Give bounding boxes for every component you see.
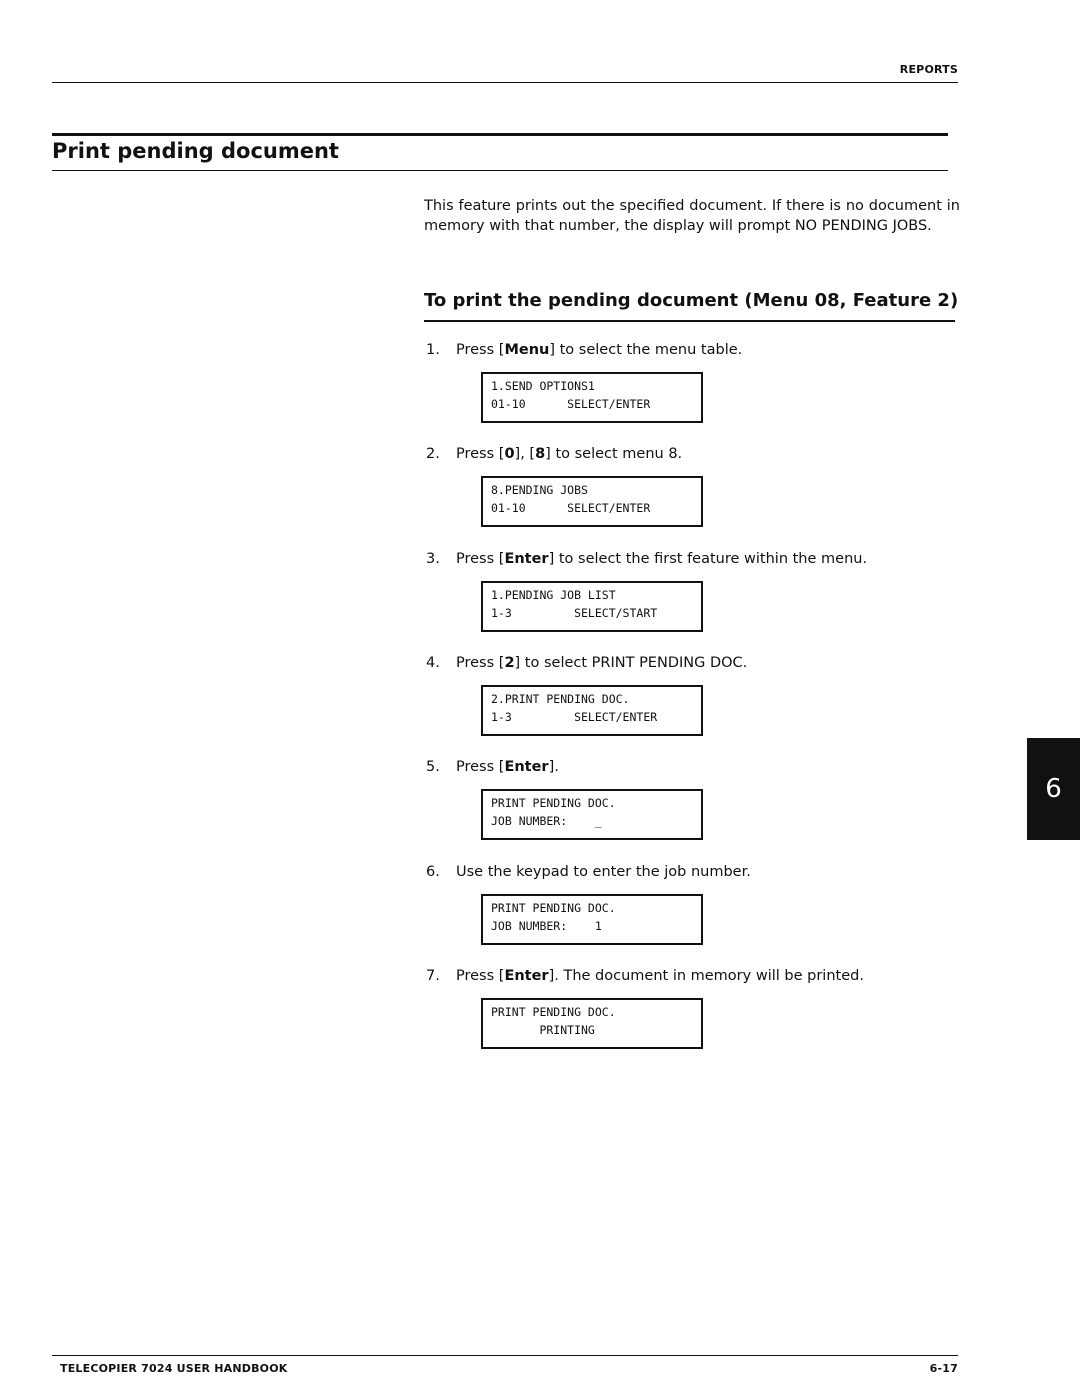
- step-3: [426, 551, 867, 567]
- lcd-display: [481, 476, 703, 527]
- step-5: [426, 759, 559, 775]
- page-number: 6-17: [929, 1362, 958, 1375]
- lcd-line: PRINT PENDING DOC.: [491, 900, 616, 915]
- lcd-display: [481, 998, 703, 1049]
- title-bottom-rule: [52, 170, 948, 171]
- step-1: [426, 342, 742, 358]
- step-6: [426, 864, 751, 880]
- step-4: [426, 655, 747, 671]
- step-text: ] to select the menu table.: [549, 342, 743, 358]
- step-text: ] to select the first feature within the menu.: [548, 550, 868, 567]
- key-name: 0: [504, 446, 515, 463]
- lcd-line: 1-3 SELECT/ENTER: [491, 709, 658, 724]
- step-number: 2.: [426, 446, 440, 463]
- lcd-line: 1.SEND OPTIONS1: [491, 379, 595, 393]
- lcd-line: PRINT PENDING DOC.: [491, 1004, 616, 1019]
- lcd-display: [481, 372, 703, 423]
- lcd-line: PRINTING: [491, 1022, 595, 1037]
- step-number: 1.: [426, 342, 440, 358]
- lcd-line: 01-10 SELECT/ENTER: [491, 501, 651, 516]
- step-2: [426, 446, 682, 462]
- key-name: Enter: [504, 759, 549, 776]
- step-text: Press [: [456, 967, 505, 984]
- step-number: 5.: [426, 759, 440, 776]
- step-text: Press [: [456, 550, 505, 567]
- running-header: REPORTS: [899, 63, 958, 76]
- page-title: Print pending document: [52, 139, 339, 163]
- lcd-line: JOB NUMBER: _: [491, 814, 602, 829]
- step-number: 7.: [426, 967, 440, 984]
- key-name: 8: [535, 446, 546, 463]
- key-name: 2: [504, 654, 515, 671]
- step-text: ] to select PRINT PENDING DOC.: [514, 654, 748, 671]
- header-rule: [52, 82, 958, 83]
- key-name: Enter: [504, 967, 549, 984]
- title-top-rule: [52, 133, 948, 136]
- lcd-line: 2.PRINT PENDING DOC.: [491, 691, 630, 706]
- key-name: Enter: [504, 550, 549, 567]
- lcd-line: 01-10 SELECT/ENTER: [491, 397, 651, 411]
- lcd-line: JOB NUMBER: 1: [491, 918, 602, 933]
- step-text: ] to select menu 8.: [545, 446, 683, 463]
- step-text: Press [: [456, 342, 505, 358]
- lcd-display: [481, 789, 703, 840]
- step-7: [426, 968, 864, 984]
- lcd-display: [481, 581, 703, 632]
- lcd-line: 1-3 SELECT/START: [491, 605, 658, 620]
- step-number: 3.: [426, 550, 440, 567]
- step-text: Press [: [456, 446, 505, 463]
- step-text: Press [: [456, 759, 505, 776]
- key-name: Menu: [504, 342, 550, 358]
- lcd-line: PRINT PENDING DOC.: [491, 796, 616, 811]
- lcd-display: [481, 894, 703, 945]
- section-heading-rule: [424, 320, 955, 322]
- step-text: ].: [548, 759, 559, 776]
- step-number: 4.: [426, 654, 440, 671]
- lcd-line: 8.PENDING JOBS: [491, 483, 588, 498]
- step-text: Press [: [456, 654, 505, 671]
- footer-rule: [52, 1355, 958, 1356]
- footer-title: TELECOPIER 7024 USER HANDBOOK: [60, 1362, 288, 1375]
- intro-paragraph: This feature prints out the specified document. If there is no document in memory with that number, the display will prompt NO PENDING JOBS.: [424, 198, 960, 234]
- lcd-line: 1.PENDING JOB LIST: [491, 587, 616, 602]
- lcd-display: [481, 685, 703, 736]
- chapter-tab: 6: [1027, 738, 1080, 840]
- step-text: ]. The document in memory will be printed.: [548, 967, 864, 984]
- step-text: Use the keypad to enter the job number.: [456, 863, 751, 880]
- section-heading: To print the pending document (Menu 08, Feature 2): [424, 290, 959, 311]
- step-text: ], [: [514, 446, 536, 463]
- step-number: 6.: [426, 863, 440, 880]
